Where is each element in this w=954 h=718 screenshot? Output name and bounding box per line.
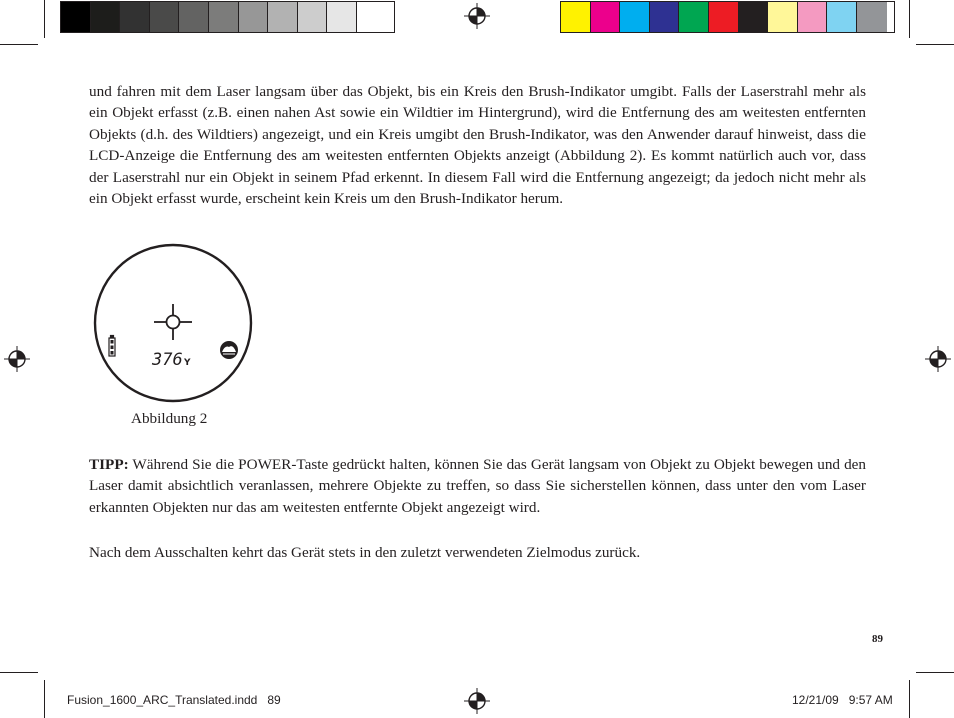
process-color-swatch	[857, 2, 887, 32]
grayscale-swatch	[327, 2, 357, 32]
tip-paragraph	[89, 454, 866, 518]
process-color-bar	[560, 1, 895, 33]
registration-mark-left	[4, 346, 30, 372]
page-number: 89	[872, 633, 883, 645]
slug-date-time: 12/21/09 9:57 AM	[792, 693, 893, 707]
crop-mark-bottom-right-v	[909, 680, 910, 718]
crop-mark-bottom-left-v	[44, 680, 45, 718]
tip-label: TIPP:	[89, 456, 129, 473]
process-color-swatch	[650, 2, 680, 32]
process-color-swatch	[739, 2, 769, 32]
crop-mark-bottom-left-h	[0, 672, 38, 673]
registration-mark-bottom	[464, 688, 490, 714]
process-color-swatch	[591, 2, 621, 32]
grayscale-swatch	[298, 2, 328, 32]
distance-readout: 376	[152, 350, 183, 370]
viewfinder-circle	[95, 245, 251, 401]
grayscale-swatch	[268, 2, 298, 32]
grayscale-swatch	[120, 2, 150, 32]
process-color-swatch	[561, 2, 591, 32]
grayscale-swatch	[179, 2, 209, 32]
tip-text: Während Sie die POWER-Taste gedrückt halten, können Sie das Gerät langsam von Objekt zu Objekt bewegen und den Laser damit absichtlich veranlassen, mehrere Objekte zu treffen, so dass Sie sicherstellen können, dass unter den vom Laser erkannten Objekten nur das am weitesten entfernte Objekt angezeigt wird.	[89, 456, 866, 516]
grayscale-swatch	[91, 2, 121, 32]
registration-mark-right	[925, 346, 951, 372]
rangefinder-display-figure	[92, 242, 254, 404]
slug-file-name: Fusion_1600_ARC_Translated.indd 89	[67, 693, 281, 707]
grayscale-swatch	[357, 2, 387, 32]
grayscale-color-bar	[60, 1, 395, 33]
process-color-swatch	[827, 2, 857, 32]
process-color-swatch	[709, 2, 739, 32]
process-color-swatch	[798, 2, 828, 32]
crop-mark-top-left-v	[44, 0, 45, 38]
crop-mark-top-right-h	[916, 44, 954, 45]
registration-mark-top	[464, 3, 490, 29]
distance-unit: Y	[184, 358, 191, 368]
brush-indicator-icon	[220, 341, 238, 359]
figure-caption: Abbildung 2	[131, 410, 208, 427]
process-color-swatch	[620, 2, 650, 32]
grayscale-swatch	[61, 2, 91, 32]
body-paragraph-1: und fahren mit dem Laser langsam über das Objekt, bis ein Kreis den Brush-Indikator umgibt. Falls der Laserstrahl mehr als ein Objekt erfasst (z.B. einen nahen Ast sowie ein Wildtier im Hintergrund), wird die Entfernung des am weitesten entfernten Objekts (d.h. des Wildtiers) angezeigt, und ein Kreis umgibt den Brush-Indikator, was den Anwender darauf hinweist, dass die LCD-Anzeige die Entfernung des am weitesten entfernten Objekts anzeigt (Abbildung 2). Es kommt natürlich auch vor, dass der Laserstrahl nur ein Objekt in seinem Pfad erkennt. In diesem Fall wird die Entfernung angezeigt; da jedoch nicht mehr als ein Objekt erfasst wurde, erscheint kein Kreis um den Brush-Indikator herum.	[89, 83, 866, 208]
grayscale-swatch	[239, 2, 269, 32]
grayscale-swatch	[150, 2, 180, 32]
crop-mark-top-right-v	[909, 0, 910, 38]
grayscale-swatch	[209, 2, 239, 32]
crop-mark-top-left-h	[0, 44, 38, 45]
process-color-swatch	[679, 2, 709, 32]
process-color-swatch	[768, 2, 798, 32]
body-paragraph-3: Nach dem Ausschalten kehrt das Gerät stets in den zuletzt verwendeten Zielmodus zurück.	[89, 544, 641, 561]
crop-mark-bottom-right-h	[916, 672, 954, 673]
